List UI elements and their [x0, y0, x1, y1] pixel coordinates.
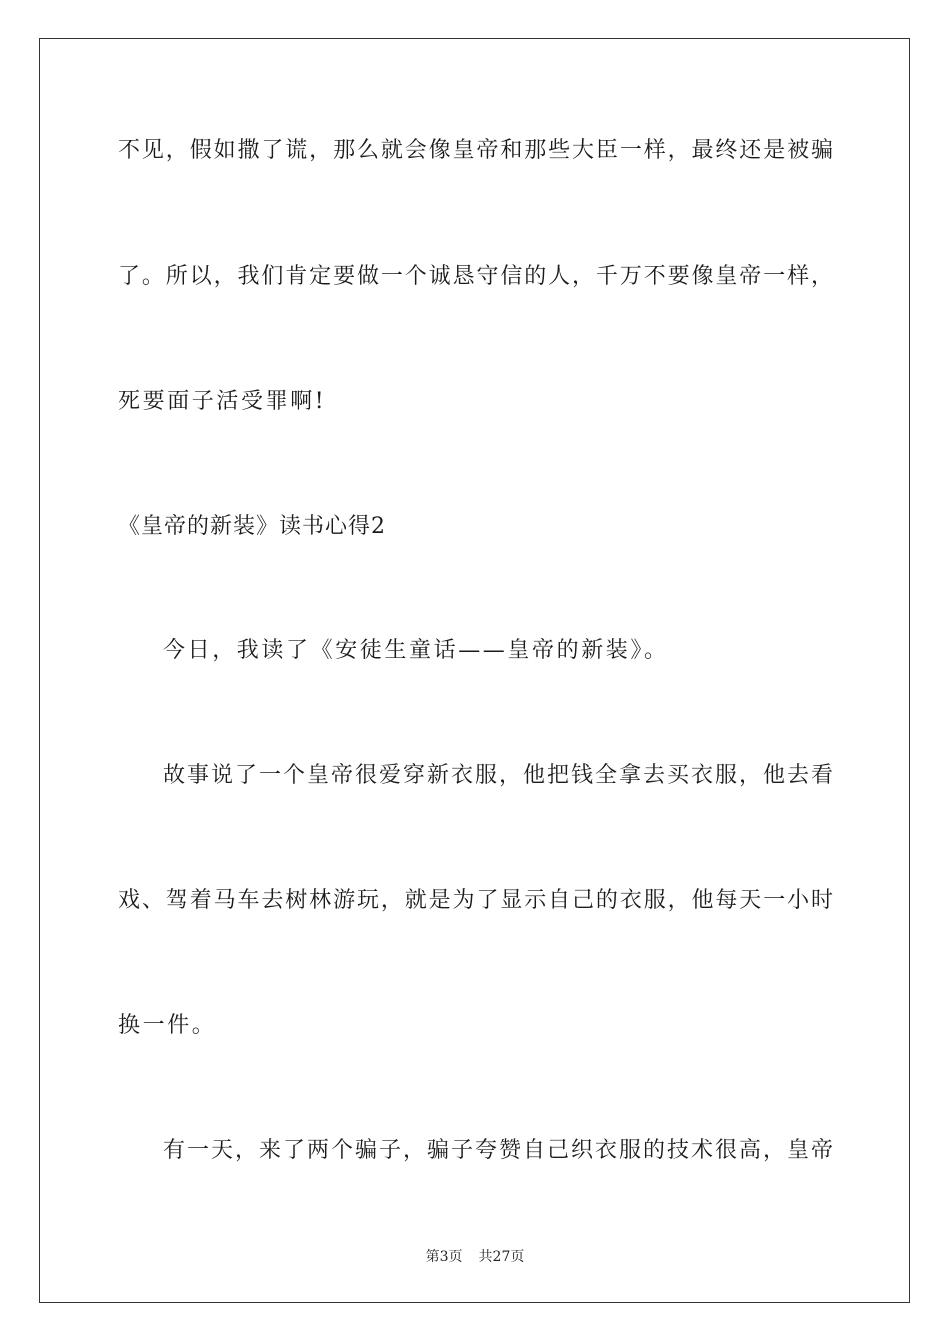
paragraph-line-6: 故事说了一个皇帝很爱穿新衣服，他把钱全拿去买衣服，他去看 [163, 763, 833, 788]
paragraph-line-9: 有一天，来了两个骗子，骗子夸赞自己织衣服的技术很高，皇帝 [163, 1138, 833, 1163]
paragraph-line-5: 今日，我读了《安徒生童话——皇帝的新装》。 [163, 638, 669, 663]
paragraph-line-7: 戏、驾着马车去树林游玩，就是为了显示自己的衣服，他每天一小时 [118, 888, 833, 913]
paragraph-line-8: 换一件。 [118, 1013, 217, 1038]
page-footer [0, 1247, 950, 1267]
paragraph-line-2: 了。所以，我们肯定要做一个诚恳守信的人，千万不要像皇帝一样， [118, 264, 833, 289]
paragraph-line-1: 不见，假如撒了谎，那么就会像皇帝和那些大臣一样，最终还是被骗 [118, 138, 833, 163]
paragraph-line-3: 死要面子活受罪啊! [118, 389, 327, 414]
page-total: 共27页 [478, 1249, 525, 1265]
page-border [39, 38, 910, 1303]
section-heading: 《皇帝的新装》读书心得2 [118, 514, 386, 539]
page-number: 第3页 [425, 1249, 463, 1265]
